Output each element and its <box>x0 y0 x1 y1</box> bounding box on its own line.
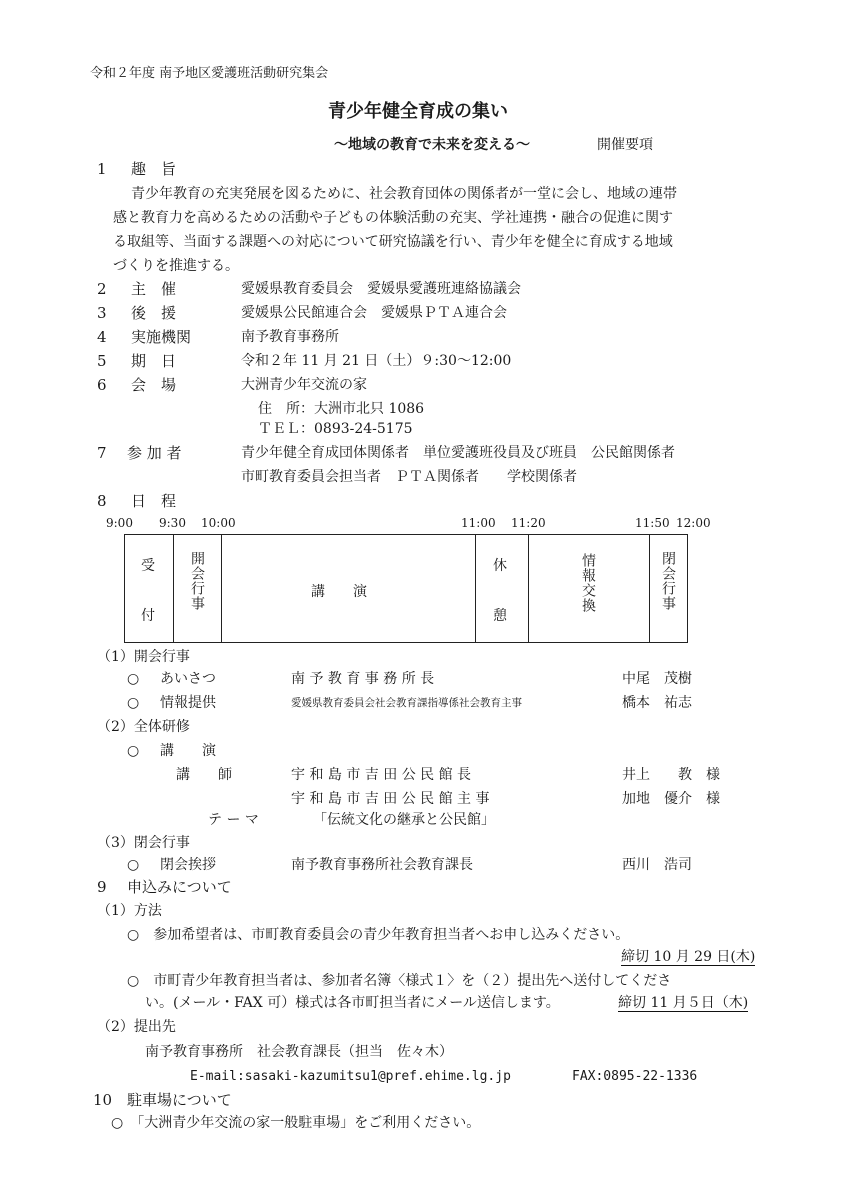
schedule-table <box>124 534 688 643</box>
prog-3-row1-name: 西川 浩司 <box>622 857 692 873</box>
time-900: 9:00 <box>106 516 133 530</box>
section-2-label: 主 催 <box>131 280 177 298</box>
submit-fax: FAX:0895-22-1336 <box>572 1069 698 1084</box>
venue-tel: ＴＥＬ：0893-24-5175 <box>258 421 413 437</box>
schedule-break <box>475 535 529 642</box>
prog-2-row1-mark: ○ <box>127 743 140 759</box>
reception-bottom: 付 <box>141 608 155 624</box>
prog-3-heading: （3）閉会行事 <box>97 835 190 851</box>
time-1120: 11:20 <box>511 516 546 530</box>
section-3-num: 3 <box>97 304 107 322</box>
section-5-num: 5 <box>97 352 107 370</box>
lecture-text: 講 演 <box>311 584 367 600</box>
time-1200: 12:00 <box>676 516 711 530</box>
prog-2-heading: （2）全体研修 <box>97 719 190 735</box>
break-bottom: 憩 <box>493 608 507 624</box>
schedule-opening <box>173 535 222 642</box>
supporter: 愛媛県公民館連合会 愛媛県ＰＴＡ連合会 <box>241 305 507 321</box>
section-7-label: 参 加 者 <box>127 444 182 462</box>
reception-top: 受 <box>141 558 155 574</box>
purpose-line-1: 青少年教育の充実発展を図るために、社会教育団体の関係者が一堂に会し、地域の連帯 <box>131 186 677 202</box>
section-2-num: 2 <box>97 280 107 298</box>
section-8-label: 日 程 <box>131 492 177 510</box>
host-agency: 南予教育事務所 <box>241 329 339 345</box>
lecturer-name-1: 井上 教 様 <box>622 767 720 783</box>
prog-1-row1-mark: ○ <box>127 671 140 687</box>
schedule-lecture <box>221 535 476 642</box>
purpose-line-3: る取組等、当面する課題への対応について研究協議を行い、青少年を健全に育成する地域 <box>113 234 673 250</box>
time-1100: 11:00 <box>461 516 496 530</box>
time-1150: 11:50 <box>635 516 670 530</box>
method-bullet-2a: ○ 市町青少年教育担当者は、参加者名簿〈様式１〉を（２）提出先へ送付してくださ <box>127 973 672 989</box>
time-930: 9:30 <box>159 516 186 530</box>
venue: 大洲青少年交流の家 <box>241 377 367 393</box>
section-10-num: 10 <box>93 1091 113 1109</box>
submit-office: 南予教育事務所 社会教育課長（担当 佐々木） <box>145 1044 453 1060</box>
prog-1-row2-mark: ○ <box>127 695 140 711</box>
purpose-line-4: づくりを推進する。 <box>113 258 239 274</box>
method-bullet-1: ○ 参加希望者は、市町教育委員会の青少年教育担当者へお申し込みください。 <box>127 927 630 943</box>
event-date: 令和２年 11 月 21 日（土）９:30〜12:00 <box>241 353 512 369</box>
lecturer-role-1: 宇 和 島 市 吉 田 公 民 館 長 <box>291 767 472 783</box>
prog-3-row1-label: 閉会挨拶 <box>160 857 216 873</box>
break-top: 休 <box>493 558 507 574</box>
section-1-num: 1 <box>97 160 107 178</box>
closing-text: 閉会行事 <box>660 551 676 611</box>
section-1-label: 趣 旨 <box>131 160 177 178</box>
section-6-num: 6 <box>97 376 107 394</box>
submit-heading: （2）提出先 <box>97 1019 176 1035</box>
method-bullet-2b: い。(メール・FAX 可）様式は各市町担当者にメール送信します。 <box>145 995 560 1011</box>
section-8-num: 8 <box>97 492 107 510</box>
section-7-num: 7 <box>97 444 107 462</box>
page-subtitle: 〜地域の教育で未来を変える〜 <box>334 137 530 153</box>
meeting-name: 令和２年度 南予地区愛護班活動研究集会 <box>90 66 329 81</box>
section-9-label: 申込みについて <box>127 878 232 896</box>
section-6-label: 会 場 <box>131 376 177 394</box>
prog-1-row2-role: 愛媛県教育委員会社会教育課指導係社会教育主事 <box>291 697 522 709</box>
opening-text: 開会行事 <box>189 551 205 611</box>
info-text: 情報交換 <box>580 553 596 613</box>
schedule-info-exchange <box>528 535 650 642</box>
venue-address: 住 所：大洲市北只 1086 <box>258 401 425 417</box>
section-4-num: 4 <box>97 328 107 346</box>
lecturer-role-2: 宇 和 島 市 吉 田 公 民 館 主 事 <box>291 791 490 807</box>
lecturer-name-2: 加地 優介 様 <box>622 791 720 807</box>
lecturer-label: 講 師 <box>176 767 232 783</box>
participants-line-2: 市町教育委員会担当者 ＰＴＡ関係者 学校関係者 <box>241 469 577 485</box>
prog-2-row1-label: 講 演 <box>160 743 216 759</box>
purpose-line-2: 感と教育力を高めるための活動や子どもの体験活動の充実、学社連携・融合の促進に関す <box>113 210 673 226</box>
section-9-num: 9 <box>97 878 107 896</box>
section-5-label: 期 日 <box>131 352 177 370</box>
deadline-1: 締切 10 月 29 日(木) <box>621 949 756 965</box>
prog-1-row2-label: 情報提供 <box>160 695 216 711</box>
method-heading: （1）方法 <box>97 903 162 919</box>
schedule-reception <box>125 535 174 642</box>
prog-1-row1-label: あいさつ <box>160 671 216 687</box>
theme-value: 「伝統文化の継承と公民館」 <box>313 812 495 828</box>
deadline-2: 締切 11 月５日（木) <box>618 995 749 1011</box>
schedule-closing <box>649 535 687 642</box>
time-1000: 10:00 <box>201 516 236 530</box>
prog-1-row1-name: 中尾 茂樹 <box>622 671 692 687</box>
section-4-label: 実施機関 <box>131 328 192 346</box>
section-10-label: 駐車場について <box>127 1091 232 1109</box>
page-title: 青少年健全育成の集い <box>328 101 508 122</box>
prog-1-row1-role: 南 予 教 育 事 務 所 長 <box>291 671 435 687</box>
participants-line-1: 青少年健全育成団体関係者 単位愛護班役員及び班員 公民館関係者 <box>241 445 675 461</box>
page-subtitle-suffix: 開催要項 <box>597 137 653 153</box>
organizer: 愛媛県教育委員会 愛媛県愛護班連絡協議会 <box>241 281 521 297</box>
prog-1-row2-name: 橋本 祐志 <box>622 695 692 711</box>
submit-email: E-mail:sasaki-kazumitsu1@pref.ehime.lg.jp <box>190 1069 511 1084</box>
prog-3-row1-mark: ○ <box>127 857 140 873</box>
section-3-label: 後 援 <box>131 304 177 322</box>
parking-note: ○ 「大洲青少年交流の家一般駐車場」をご利用ください。 <box>111 1115 481 1131</box>
theme-label: テ ー マ <box>208 812 259 828</box>
prog-3-row1-role: 南予教育事務所社会教育課長 <box>291 857 473 873</box>
prog-1-heading: （1）開会行事 <box>97 649 190 665</box>
